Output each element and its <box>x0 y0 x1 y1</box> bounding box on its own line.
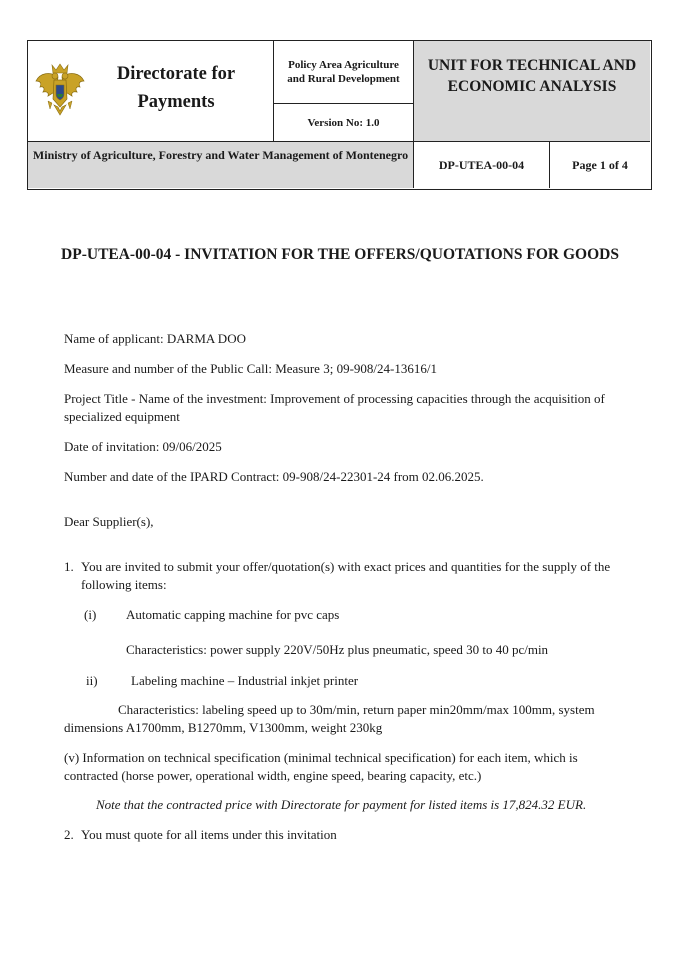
subitem-marker: ii) <box>86 673 98 688</box>
date-field: Date of invitation: 09/06/2025 <box>64 439 222 454</box>
applicant-field: Name of applicant: DARMA DOO <box>64 331 246 346</box>
policy-area: Policy Area Agriculture and Rural Development <box>274 41 414 104</box>
ministry-name: Ministry of Agriculture, Forestry and Water Management of Montenegro <box>28 142 414 188</box>
page-indicator: Page 1 of 4 <box>572 157 628 172</box>
technical-info: (v) Information on technical specification (minimal technical specification) for each item, which is contracted (horse power, operational width, engine speed, bearing capacity, etc.) <box>64 750 578 783</box>
item-number: 1. <box>64 559 74 574</box>
unit-name: UNIT FOR TECHNICAL AND ECONOMIC ANALYSIS <box>414 41 650 142</box>
document-code: DP-UTEA-00-04 <box>414 142 550 188</box>
subitem-label: Labeling machine – Industrial inkjet printer <box>131 673 359 688</box>
project-field: Project Title - Name of the investment: Improvement of processing capacities through the acquisition of specialized equipment <box>64 391 605 424</box>
item-text: You are invited to submit your offer/quotation(s) with exact prices and quantities for the supply of the following items: <box>81 559 611 592</box>
subitem-characteristics: Characteristics: power supply 220V/50Hz plus pneumatic, speed 30 to 40 pc/min <box>126 642 549 657</box>
subitem-marker: (i) <box>84 607 97 622</box>
header-table <box>27 40 652 190</box>
document-title: DP-UTEA-00-04 - INVITATION FOR THE OFFERS/QUOTATIONS FOR GOODS <box>61 246 619 263</box>
subitem-label: Automatic capping machine for pvc caps <box>126 607 340 622</box>
version-number: Version No: 1.0 <box>274 104 414 142</box>
measure-field: Measure and number of the Public Call: Measure 3; 09-908/24-13616/1 <box>64 361 437 376</box>
item-text: You must quote for all items under this invitation <box>81 827 337 842</box>
coat-of-arms-icon <box>34 61 86 119</box>
contract-field: Number and date of the IPARD Contract: 09-908/24-22301-24 from 02.06.2025. <box>64 469 484 484</box>
directorate-cell <box>28 41 274 142</box>
directorate-title: Directorate for Payments <box>116 64 236 112</box>
item-number: 2. <box>64 827 74 842</box>
subitem-characteristics: Characteristics: labeling speed up to 30m/min, return paper min20mm/max 100mm, system dimensions A1700mm, B1270mm, V1300mm, weight 230kg <box>64 702 595 735</box>
salutation: Dear Supplier(s), <box>64 514 154 529</box>
price-note: Note that the contracted price with Directorate for payment for listed items is 17,824.32 EUR. <box>96 797 587 812</box>
